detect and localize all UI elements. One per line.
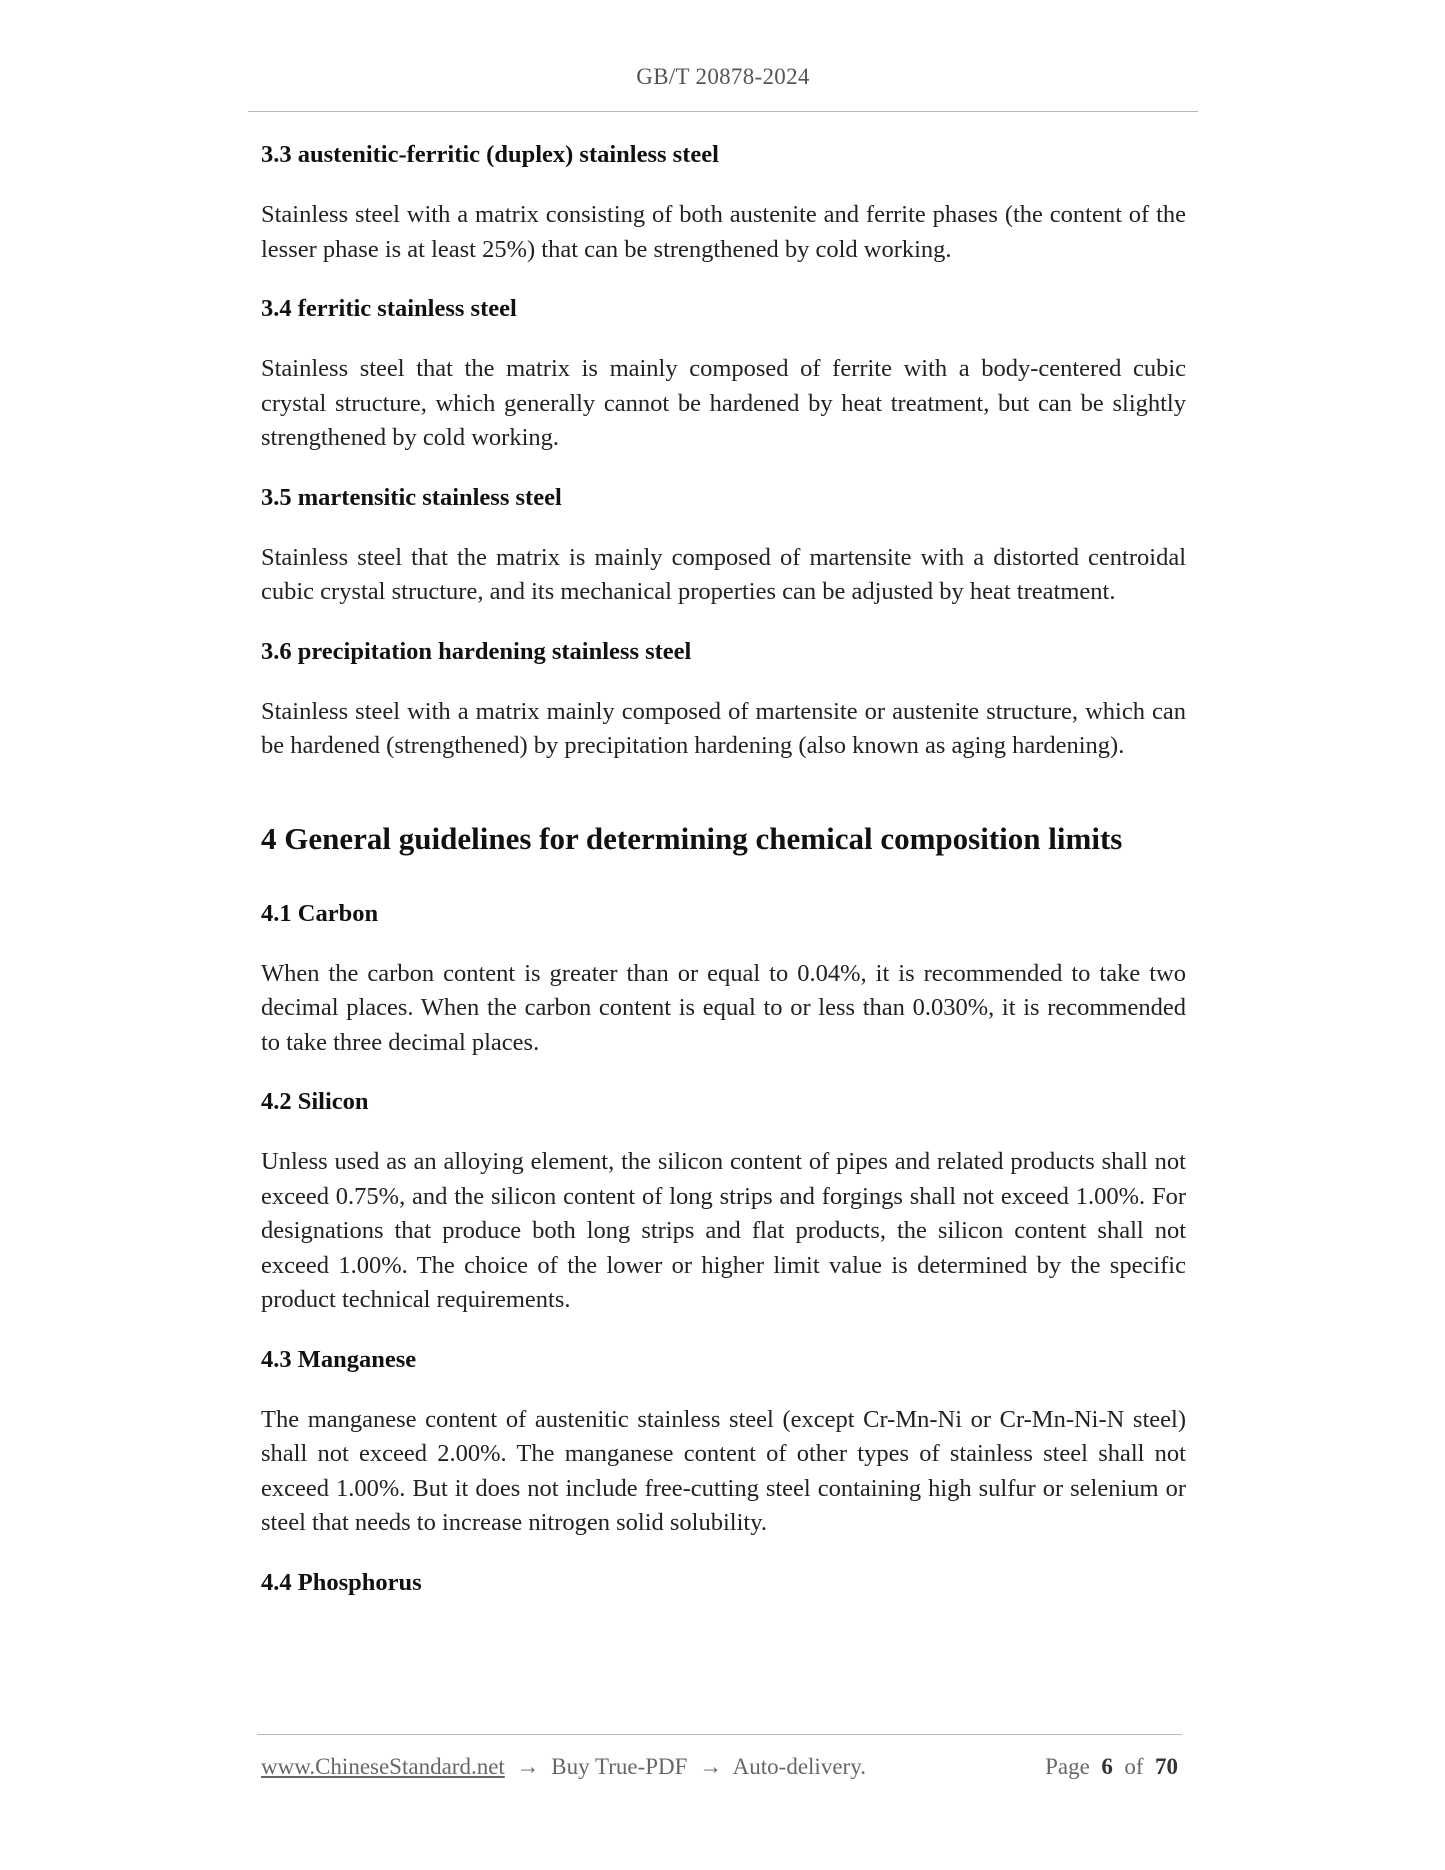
site-link[interactable]: www.ChineseStandard.net: [261, 1754, 505, 1779]
section-text-3-6: Stainless steel with a matrix mainly composed of martensite or austenite structure, which can be hardened (strengthened) by precipitation hardening (also known as aging hardening).: [261, 697, 1186, 759]
page-current: 6: [1101, 1754, 1113, 1779]
section-title-3-4: 3.4 ferritic stainless steel: [261, 295, 517, 322]
section-title-4-1: 4.1 Carbon: [261, 899, 379, 927]
page-number: [1045, 1754, 1178, 1780]
arrow-right-icon: →: [699, 1754, 723, 1779]
page-total: 70: [1155, 1754, 1178, 1779]
section-text-3-4: Stainless steel that the matrix is mainly composed of ferrite with a body-centered cubic crystal structure, which generally cannot be hardened by heat treatment, but can be slightly strengthened by cold working.: [261, 355, 1186, 451]
header-rule: [248, 111, 1198, 112]
section-title-4-3: 4.3 Manganese: [261, 1345, 417, 1373]
of-label: of: [1124, 1754, 1144, 1779]
footer-promo: [261, 1754, 866, 1780]
section-text-3-3: Stainless steel with a matrix consisting of both austenite and ferrite phases (the content of the lesser phase is at least 25%) that can be strengthened by cold working.: [261, 201, 1186, 263]
chapter-title-4: 4 General guidelines for determining chemical composition limits: [261, 820, 1123, 856]
buy-pdf-text: Buy True-PDF: [551, 1754, 688, 1779]
section-title-3-3: 3.3 austenitic-ferritic (duplex) stainless steel: [261, 141, 719, 168]
section-title-3-5: 3.5 martensitic stainless steel: [261, 483, 562, 511]
page-footer: [261, 1754, 1178, 1780]
page-label: Page: [1045, 1754, 1090, 1779]
section-title-3-6: 3.6 precipitation hardening stainless steel: [261, 637, 692, 665]
footer-rule: [257, 1734, 1182, 1735]
auto-delivery-text: Auto-delivery.: [732, 1754, 866, 1779]
arrow-right-icon: →: [516, 1754, 540, 1779]
section-text-3-5: Stainless steel that the matrix is mainly composed of martensite with a distorted centroidal cubic crystal structure, and its mechanical properties can be adjusted by heat treatment.: [261, 543, 1186, 605]
section-text-4-1: When the carbon content is greater than or equal to 0.04%, it is recommended to take two decimal places. When the carbon content is equal to or less than 0.030%, it is recommended to take three decimal places.: [261, 959, 1186, 1056]
section-text-4-3: The manganese content of austenitic stainless steel (except Cr-Mn-Ni or Cr-Mn-Ni-N steel) shall not exceed 2.00%. The manganese content of other types of stainless steel shall not exceed 1.00%. But it does not include free-cutting steel containing high sulfur or selenium or steel that needs to increase nitrogen solid solubility.: [261, 1405, 1186, 1536]
section-title-4-4: 4.4 Phosphorus: [261, 1568, 422, 1596]
running-header: GB/T 20878-2024: [636, 64, 810, 89]
section-text-4-2: Unless used as an alloying element, the silicon content of pipes and related products shall not exceed 0.75%, and the silicon content of long strips and forgings shall not exceed 1.00%. For designations that produce both long strips and flat products, the silicon content shall not exceed 1.00%. The choice of the lower or higher limit value is determined by the specific product technical requirements.: [261, 1148, 1186, 1313]
page-content: [261, 140, 1186, 1626]
section-title-4-2: 4.2 Silicon: [261, 1088, 369, 1115]
